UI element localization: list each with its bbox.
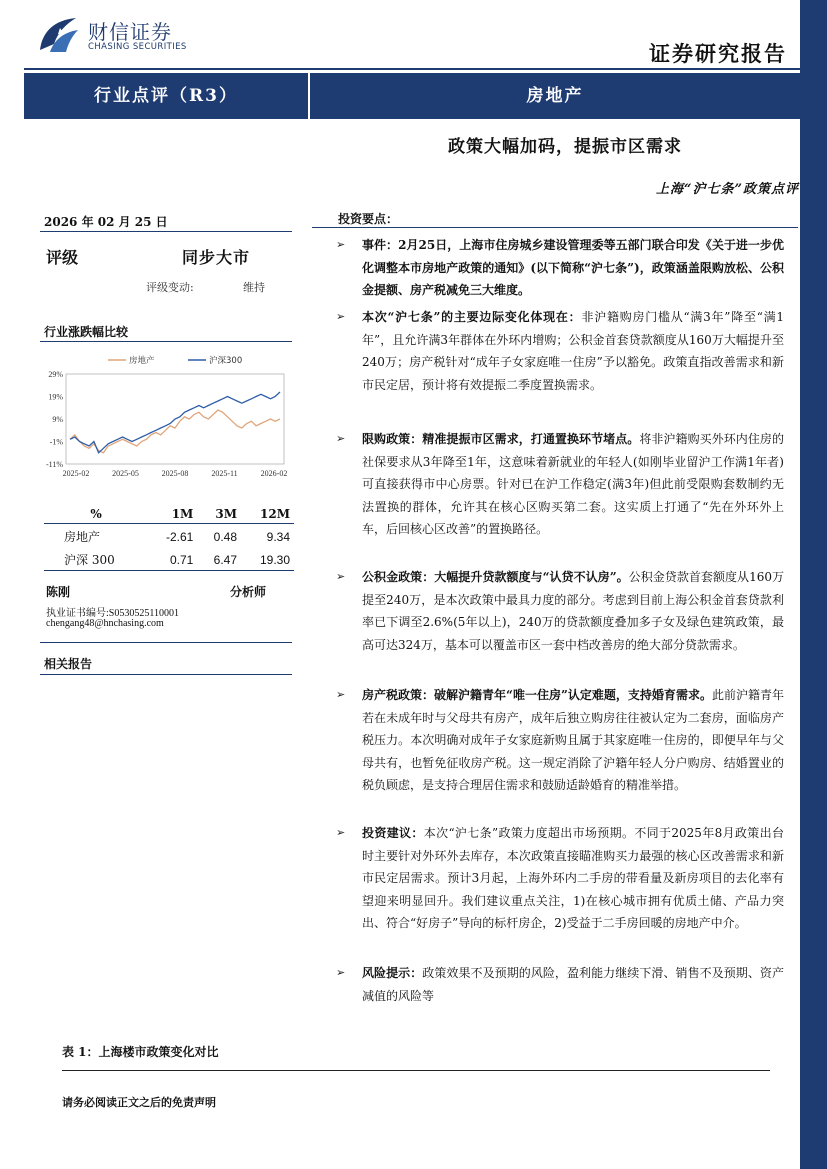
- related-reports-title: 相关报告: [44, 657, 93, 671]
- cell-3m: 0.48: [213, 529, 238, 544]
- bullet-investment-advice: [336, 822, 784, 935]
- table-header: 3M: [197, 503, 241, 524]
- bullet-head: 限购政策：精准提振市区需求，打通置换环节堵点。: [362, 432, 640, 446]
- y-tick-label: -11%: [45, 460, 63, 469]
- logo-icon: [36, 14, 82, 54]
- series-line-0: [70, 410, 280, 453]
- bullet-purchase-policy: [336, 428, 784, 541]
- analyst-name: 陈刚: [46, 585, 71, 599]
- table-header: 12M: [241, 503, 294, 524]
- bullet-head: 投资建议：: [362, 826, 424, 840]
- bullet-event: [336, 234, 784, 302]
- y-tick-label: 29%: [48, 370, 63, 379]
- performance-table: [44, 503, 294, 571]
- cell-12m: 9.34: [266, 529, 290, 544]
- x-tick-label: 2026-02: [260, 469, 288, 478]
- x-tick-label: 2025-02: [62, 469, 90, 478]
- bullet-head: 事件：: [362, 238, 399, 252]
- table-header: %: [44, 503, 148, 524]
- table-row: [44, 547, 294, 571]
- divider: [40, 341, 292, 342]
- arrow-icon: ➢: [336, 826, 346, 839]
- bullet-text: 此前沪籍青年若在未成年时与父母共有房产，成年后独立购房往往被认定为二套房，面临房产税压力。本次明确对成年子女家庭新购且属于其家庭唯一住房的，即便早年与父母共有，也暂免征收房产税。这一规定消除了沪籍年轻人分户购房、结婚置业的税负顾虑，是支持合理居住需求和鼓励适龄婚育的精准举措。: [362, 688, 784, 792]
- row-name: 沪深 300: [44, 547, 148, 571]
- cell-1m: -2.61: [165, 529, 194, 544]
- arrow-icon: ➢: [336, 238, 346, 251]
- disclaimer: 请务必阅读正文之后的免责声明: [62, 1096, 216, 1109]
- report-type: 证券研究报告: [649, 41, 787, 66]
- divider: [40, 674, 292, 675]
- table-row: [44, 524, 294, 548]
- bullet-head: 本次“沪七条”的主要边际变化体现在：: [362, 310, 582, 324]
- row-name: 房地产: [64, 530, 101, 544]
- report-date: 2026 年 02 月 25 日: [44, 215, 168, 229]
- bullet-head: 房产税政策：破解沪籍青年“唯一住房”认定难题，支持婚育需求。: [362, 688, 712, 702]
- rating-change-label: 评级变动:: [146, 281, 194, 294]
- bullet-changes: [336, 306, 784, 396]
- analyst-role: 分析师: [230, 585, 267, 599]
- divider: [40, 642, 292, 643]
- cell-3m: 6.47: [197, 547, 241, 571]
- rating-label: 评级: [46, 248, 79, 267]
- analyst-email[interactable]: chengang48@hnchasing.com: [46, 618, 164, 629]
- y-tick-label: 9%: [52, 415, 63, 424]
- page-title: 政策大幅加码，提振市区需求: [448, 137, 682, 157]
- bullet-text: 非沪籍购房门槛从“满3年”降至“满1年”，且允许满3年群体在外环内增购；公积金首套贷款额度从160万大幅提升至240万；房产税针对“成年子女家庭唯一住房”予以豁免。政策直指改善需求和新市民定居，预计将有效提振二季度置换需求。: [362, 310, 784, 392]
- report-category: 行业点评（R3）: [24, 73, 308, 119]
- x-tick-label: 2025-08: [161, 469, 189, 478]
- arrow-icon: ➢: [336, 688, 346, 701]
- bullet-text: 2月25日，上海市住房城乡建设管理委等五部门联合印发《关于进一步优化调整本市房地产政策的通知》(以下简称“沪七条”)，政策涵盖限购放松、公积金提额、房产税减免三大维度。: [362, 238, 784, 297]
- x-tick-label: 2025-05: [112, 469, 139, 478]
- divider: [40, 231, 292, 232]
- cell-12m: 19.30: [241, 547, 294, 571]
- arrow-icon: ➢: [336, 310, 346, 323]
- performance-chart: [36, 350, 290, 492]
- cell-1m: 0.71: [148, 547, 197, 571]
- rating-change-value: 维持: [243, 281, 265, 294]
- page-subtitle: 上海“沪七条”政策点评: [656, 182, 799, 197]
- industry-label: 房地产: [310, 73, 800, 119]
- bullet-head: 风险提示：: [362, 966, 423, 980]
- y-tick-label: -1%: [49, 437, 63, 447]
- rating-value: 同步大市: [182, 248, 251, 267]
- bullet-risk: [336, 962, 784, 1007]
- logo-english: CHASING SECURITIES: [88, 42, 187, 52]
- y-tick-label: 19%: [48, 392, 63, 402]
- arrow-icon: ➢: [336, 570, 346, 583]
- bullet-tax-policy: [336, 684, 784, 797]
- bullet-fund-policy: [336, 566, 784, 656]
- legend-label: 房地产: [129, 356, 155, 366]
- arrow-icon: ➢: [336, 966, 346, 979]
- arrow-icon: ➢: [336, 432, 346, 445]
- bullet-text: 政策效果不及预期的风险，盈利能力继续下滑、销售不及预期、资产减值的风险等: [362, 966, 784, 1003]
- analyst-cert: 执业证书编号:S0530525110001: [46, 608, 179, 619]
- bullet-text: 公积金贷款首套额度从160万提至240万，是本次政策中最具力度的部分。考虑到目前上海公积金首套贷款利率已下调至2.6%(5年以上)，240万的贷款额度叠加多子女及绿色建筑政策，最高可达324万，基本可以覆盖市区一套中档改善房的绝大部分贷款需求。: [362, 570, 785, 652]
- footer-divider: [62, 1070, 770, 1071]
- side-bar: [800, 0, 827, 1169]
- legend-label: 沪深300: [209, 356, 243, 366]
- x-tick-label: 2025-11: [211, 469, 238, 478]
- chart-section-title: 行业涨跌幅比较: [44, 325, 129, 339]
- divider: [312, 227, 798, 228]
- logo-text: 财信证券: [88, 20, 172, 44]
- header-divider: [24, 68, 800, 70]
- table-header: 1M: [148, 503, 197, 524]
- bullet-text: 本次“沪七条”政策力度超出市场预期。不同于2025年8月政策出台时主要针对外环外去库存，本次政策直接瞄准购买力最强的核心区改善需求和新市民定居需求。预计3月起，上海外环内二手房的带看量及新房项目的去化率有望迎来明显回升。我们建议重点关注，1)在核心城市拥有优质土储、产品力突出、符合“好房子”导向的标杆房企，2)受益于二手房回暖的房地产中介。: [362, 826, 784, 930]
- key-points-title: 投资要点：: [338, 212, 399, 226]
- bullet-head: 公积金政策：大幅提升贷款额度与“认贷不认房”。: [362, 570, 629, 584]
- table-caption: 表 1：上海楼市政策变化对比: [62, 1045, 219, 1059]
- bullet-text: 将非沪籍购买外环内住房的社保要求从3年降至1年，这意味着新就业的年轻人(如刚毕业留沪工作满1年者)可直接获得市中心房票。针对已在沪工作稳定(满3年)但此前受限购套数制约无法置换的群体，允许其在核心区购买第二套。这实质上打通了“先在外环外上车，后回核心区改善”的置换路径。: [362, 432, 784, 536]
